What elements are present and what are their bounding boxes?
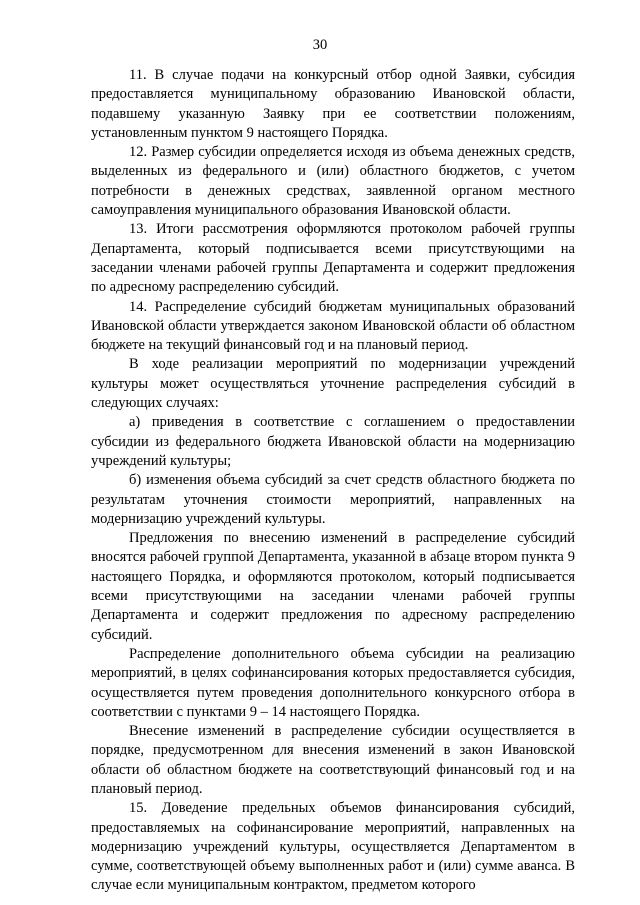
- paragraph-amendments: Внесение изменений в распределение субсидии осуществляется в порядке, предусмотренном для внесения изменений в закон Ивановской области об областном бюджете на соответствующий финансовый год и на плановый период.: [91, 723, 575, 797]
- paragraph-additional-volume: Распределение дополнительного объема субсидии на реализацию мероприятий, в целях софинансирования которых предоставляется субсидия, осуществляется путем проведения дополнительного конкурсного отбора в соответствии с пунктами 9 – 14 настоящего Порядка.: [91, 645, 575, 720]
- paragraph-15: 15. Доведение предельных объемов финансирования субсидий, предоставляемых на софинансирование мероприятий, направленных на модернизацию учреждений культуры, осуществляется Департаментом в сумме, соответствующей объему выполненных работ и (или) сумме аванса. В случае если муниципальным контрактом, предметом которого: [91, 800, 575, 894]
- paragraph-change-proposals: Предложения по внесению изменений в распределение субсидий вносятся рабочей группой Департамента, указанной в абзаце втором пункта 9 настоящего Порядка, и оформляются протоколом, который подписывается всеми присутствующими на заседании членами рабочей группы Департамента и содержит предложения по адресному распределению субсидий.: [91, 530, 575, 643]
- paragraph-case-a: а) приведения в соответствие с соглашением о предоставлении субсидии из федерального бюджета Ивановской области на модернизацию учреждений культуры;: [91, 414, 575, 469]
- paragraph-13: 13. Итоги рассмотрения оформляются протоколом рабочей группы Департамента, который подписывается всеми присутствующими на заседании членами рабочей группы Департамента и содержит предложения по адресному распределению субсидий.: [91, 221, 575, 296]
- paragraph-case-b: б) изменения объема субсидий за счет средств областного бюджета по результатам уточнения стоимости мероприятий, направленных на модернизацию учреждений культуры.: [91, 472, 575, 527]
- page-number: 30: [312, 37, 328, 53]
- paragraph-14: 14. Распределение субсидий бюджетам муниципальных образований Ивановской области утверждается законом Ивановской области об областном бюджете на текущий финансовый год и на плановый период.: [91, 298, 575, 354]
- paragraph-11: 11. В случае подачи на конкурсный отбор одной Заявки, субсидия предоставляется муниципальному образованию Ивановской области, подавшему указанную Заявку при ее соответствии положениям, установленным пунктом 9 настоящего Порядка.: [91, 67, 575, 141]
- paragraph-12: 12. Размер субсидии определяется исходя из объема денежных средств, выделенных из федерального и (или) областного бюджетов, с учетом потребности в денежных средствах, заявленной органом местного самоуправления муниципального образования Ивановской области.: [91, 144, 575, 219]
- document-body: [91, 66, 575, 896]
- paragraph-modernization-cases: В ходе реализации мероприятий по модернизации учреждений культуры может осуществляться уточнение распределения субсидий в следующих случаях:: [91, 356, 575, 412]
